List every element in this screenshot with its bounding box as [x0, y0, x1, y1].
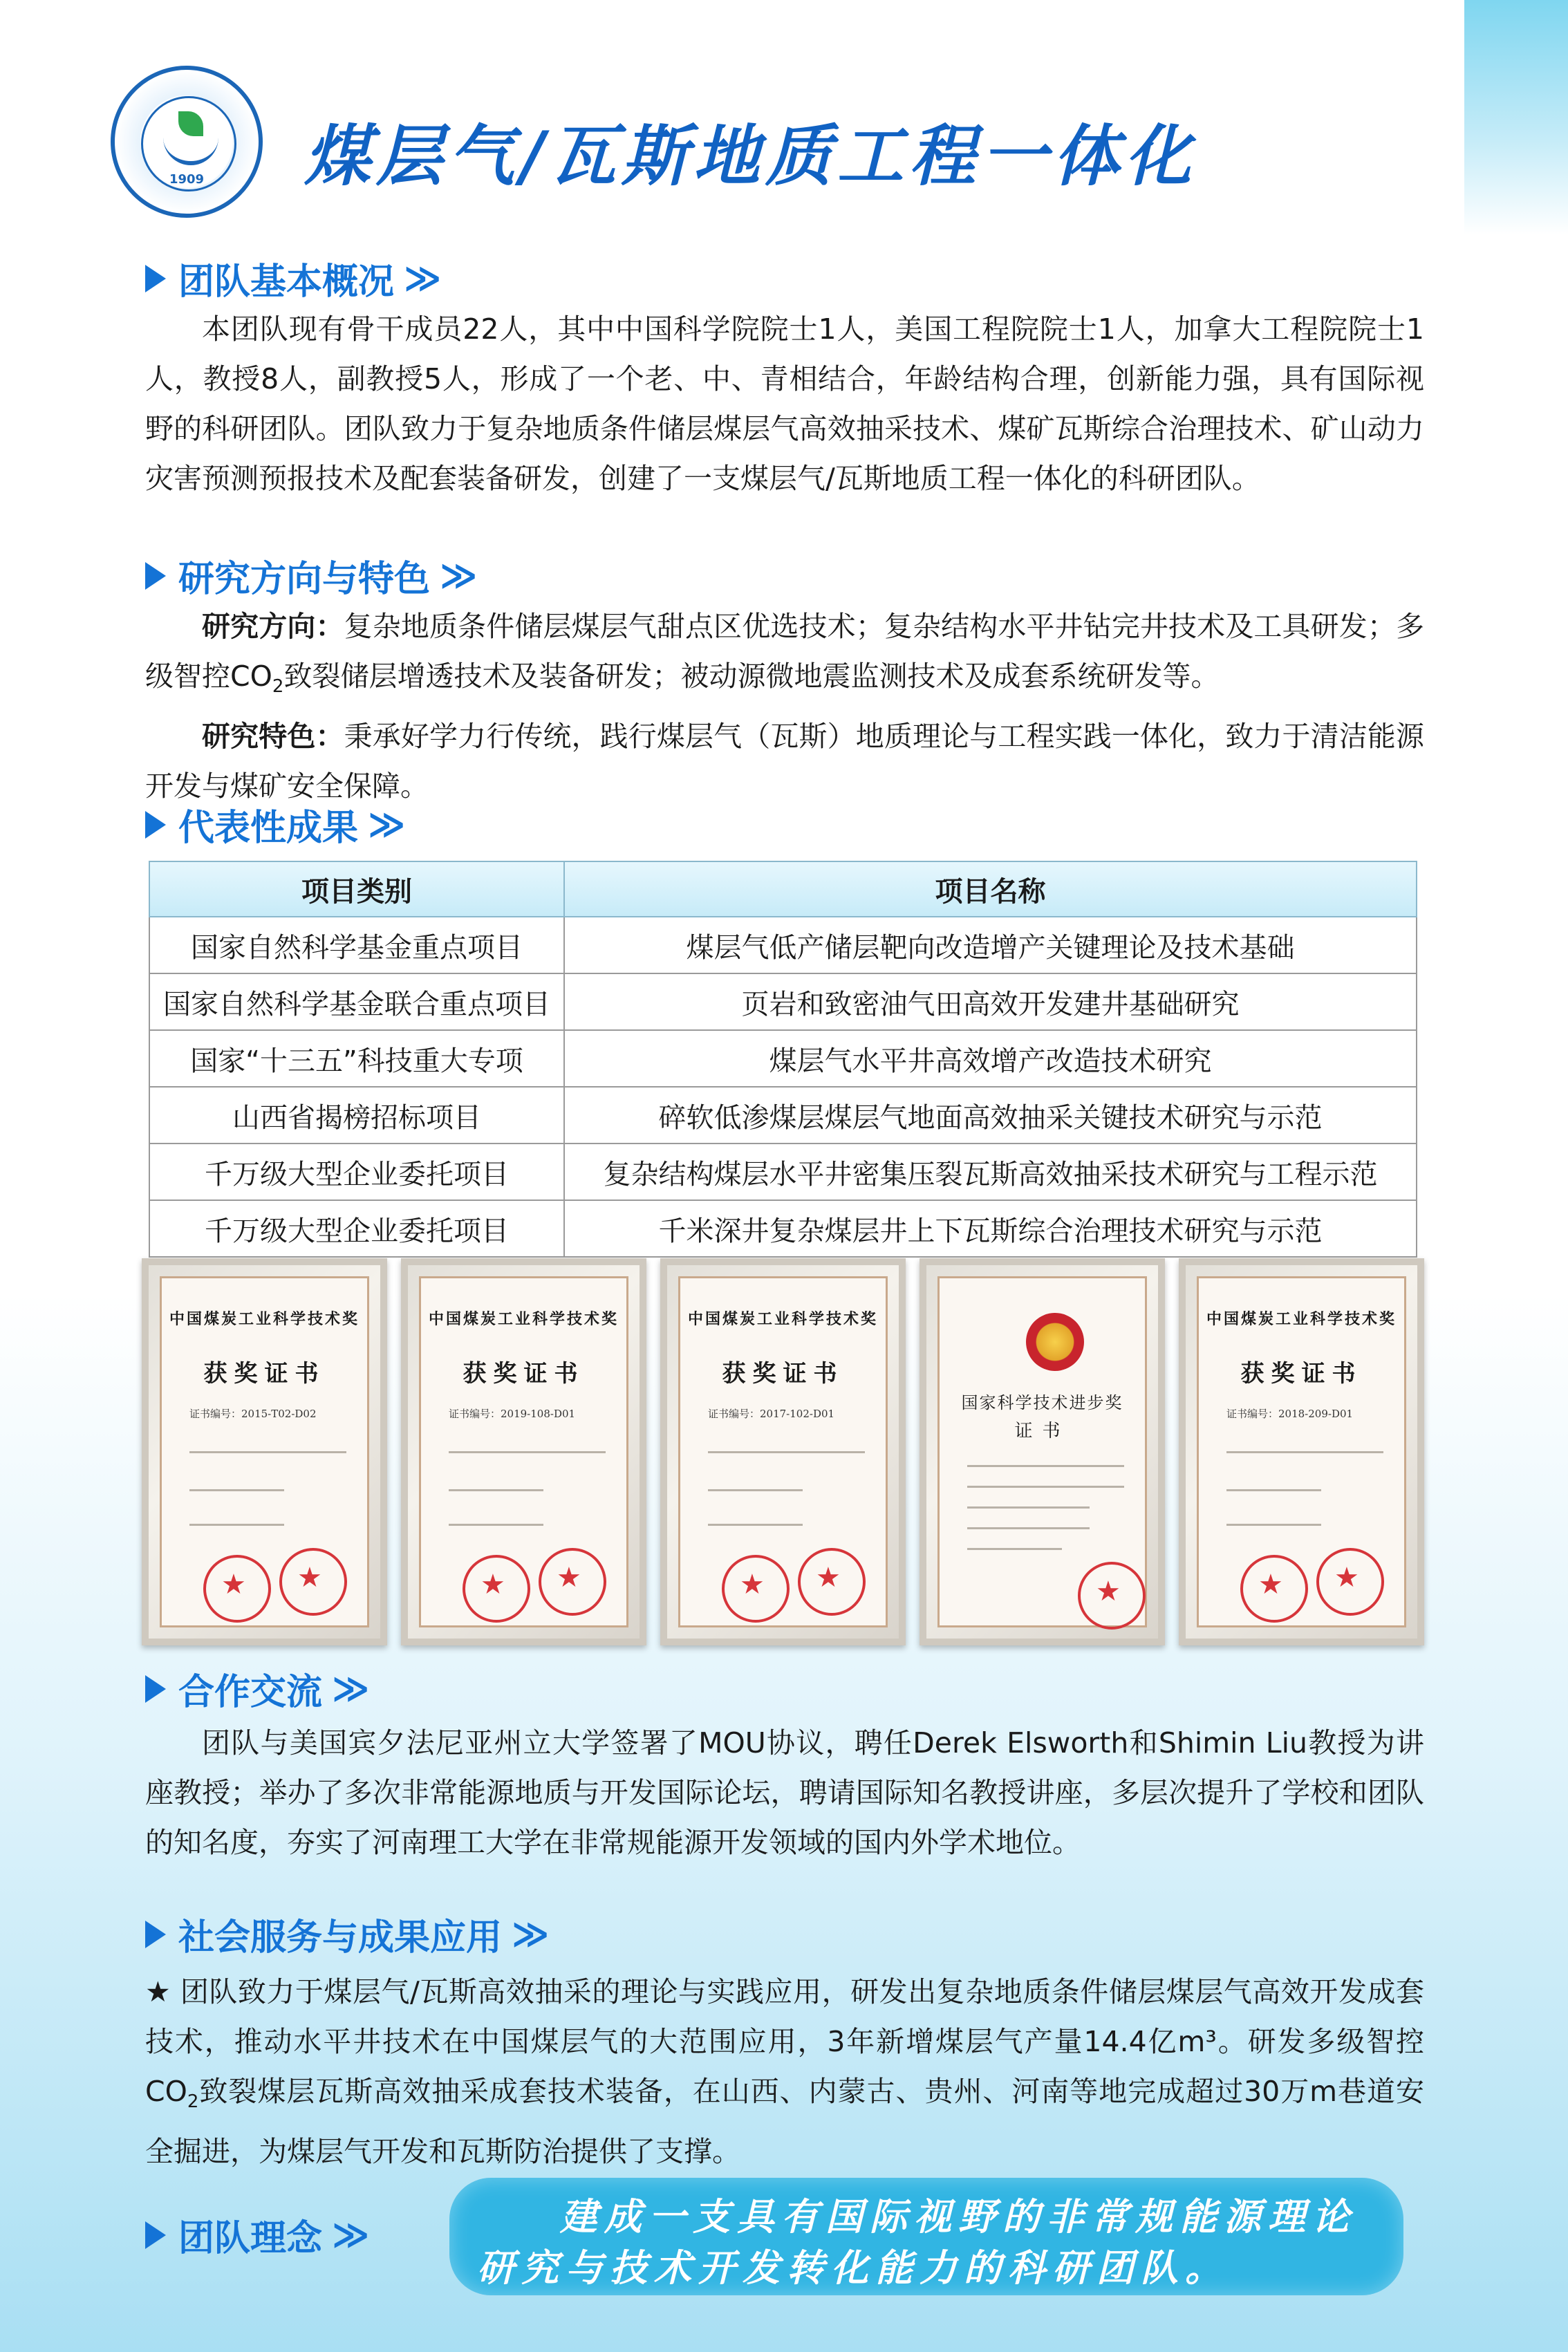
- cell-category: 国家“十三五”科技重大专项: [149, 1030, 564, 1087]
- triangle-bullet-icon: [145, 562, 166, 590]
- certificate-text-line: [967, 1527, 1090, 1529]
- section-heading-cooperation: [145, 1663, 369, 1715]
- cell-project-name: 页岩和致密油气田高效开发建井基础研究: [564, 973, 1417, 1030]
- double-chevron-icon: ≫: [440, 554, 478, 597]
- triangle-bullet-icon: [145, 265, 166, 292]
- cell-category: 山西省揭榜招标项目: [149, 1087, 564, 1144]
- section-heading-text: 研究方向与特色: [178, 559, 431, 600]
- red-seal-icon: [1240, 1555, 1308, 1623]
- cell-project-name: 煤层气水平井高效增产改造技术研究: [564, 1030, 1417, 1087]
- cell-project-name: 碎软低渗煤层煤层气地面高效抽采关键技术研究与示范: [564, 1087, 1417, 1144]
- section-heading-text: 团队基本概况: [178, 261, 395, 303]
- table-row: [149, 1030, 1417, 1087]
- certificate-text-line: [708, 1489, 803, 1491]
- double-chevron-icon: ≫: [404, 257, 442, 299]
- section-heading-text: 社会服务与成果应用: [178, 1917, 503, 1959]
- certificate-text-line: [1226, 1524, 1321, 1526]
- triangle-bullet-icon: [145, 1921, 166, 1948]
- certificate-frame: [678, 1276, 888, 1627]
- certificate-text-line: [1226, 1451, 1383, 1453]
- certificate-text-line: [708, 1524, 803, 1526]
- certificate-frame: [937, 1276, 1147, 1627]
- service-text-a: ★ 团队致力于煤层气/瓦斯高效抽采的理论与实践应用，研发出复杂地质条件储层煤层气高效开发成套技术，推动水平井技术在中国煤层气的大范围应用，3年新增煤层气产量14.4亿m³。研发多级智控CO: [145, 1975, 1424, 2108]
- research-direction-label: 研究方向：: [202, 610, 344, 643]
- cell-project-name: 煤层气低产储层靶向改造增产关键理论及技术基础: [564, 917, 1417, 973]
- research-feature: [145, 711, 1424, 811]
- section-heading-research: [145, 550, 477, 601]
- service-text: [145, 1967, 1424, 2176]
- red-seal-icon: [539, 1548, 606, 1616]
- column-header-name: 项目名称: [564, 861, 1417, 917]
- section-heading-overview: [145, 252, 441, 304]
- service-paragraph: [145, 1967, 1424, 2176]
- certificate-subtitle: 证书: [1014, 1421, 1070, 1441]
- section-heading-text: 团队理念: [178, 2218, 323, 2259]
- triangle-bullet-icon: [145, 1675, 166, 1703]
- certificate-gallery: [142, 1258, 1424, 1645]
- cell-category: 国家自然科学基金重点项目: [149, 917, 564, 973]
- research-direction-text-a: 复杂地质条件储层煤层气甜点区优选技术；复杂结构水平井钻完井技术及工具研发；多级智控CO: [145, 610, 1425, 693]
- certificate-frame: [1197, 1276, 1406, 1627]
- cooperation-text: 团队与美国宾夕法尼亚州立大学签署了MOU协议，聘任Derek Elsworth和Shimin Liu教授为讲座教授；举办了多次非常能源地质与开发国际论坛，聘请国际知名教授讲座，多层次提升了学校和团队的知名度，夯实了河南理工大学在非常规能源开发领域的国内外学术地位。: [145, 1726, 1424, 1859]
- section-heading-text: 合作交流: [178, 1672, 323, 1713]
- page-title: 煤层气/瓦斯地质工程一体化: [304, 117, 1197, 195]
- section-heading-philosophy: [145, 2209, 369, 2261]
- cell-project-name: 千米深井复杂煤层井上下瓦斯综合治理技术研究与示范: [564, 1200, 1417, 1257]
- double-chevron-icon: ≫: [512, 1913, 550, 1955]
- cooperation-paragraph: [145, 1718, 1424, 1867]
- research-direction-text-b: 致裂储层增透技术及装备研发；被动源微地震监测技术及成套系统研发等。: [283, 660, 1220, 693]
- certificate-text-line: [967, 1506, 1090, 1509]
- certificate-title: 国家科学技术进步奖: [961, 1393, 1123, 1412]
- cell-category: 千万级大型企业委托项目: [149, 1144, 564, 1200]
- red-seal-icon: [798, 1548, 866, 1616]
- table-header-row: [149, 861, 1417, 917]
- overview-paragraph: [145, 304, 1424, 503]
- red-seal-icon: [1316, 1548, 1384, 1616]
- double-chevron-icon: ≫: [332, 2214, 370, 2256]
- philosophy-banner: [449, 2178, 1403, 2295]
- certificate-number: 证书编号：2019-108-D01: [449, 1408, 576, 1420]
- certificate-text-line: [1226, 1489, 1321, 1491]
- philosophy-line-1: 建成一支具有国际视野的非常规能源理论: [560, 2194, 1356, 2239]
- cell-category: 国家自然科学基金联合重点项目: [149, 973, 564, 1030]
- certificate-image: [401, 1258, 646, 1645]
- red-seal-icon: [203, 1555, 271, 1623]
- certificate-header: 中国煤炭工业科学技术奖: [169, 1310, 360, 1328]
- research-direction: [145, 601, 1424, 711]
- table-row: [149, 1087, 1417, 1144]
- certificate-frame: [419, 1276, 628, 1627]
- certificate-number: 证书编号：2017-102-D01: [708, 1408, 835, 1420]
- certificate-title: 获奖证书: [1240, 1360, 1363, 1388]
- certificate-title: 获奖证书: [722, 1360, 844, 1388]
- research-feature-label: 研究特色：: [202, 720, 344, 754]
- certificate-title: 获奖证书: [463, 1360, 585, 1388]
- certificate-image: [1179, 1258, 1424, 1645]
- research-paragraph: [145, 601, 1424, 811]
- certificate-number: 证书编号：2015-T02-D02: [189, 1408, 317, 1420]
- table-row: [149, 1200, 1417, 1257]
- certificate-text-line: [449, 1489, 543, 1491]
- double-chevron-icon: ≫: [368, 803, 406, 846]
- co2-subscript: 2: [187, 2091, 199, 2113]
- certificate-image: [920, 1258, 1165, 1645]
- certificate-title: 获奖证书: [203, 1360, 326, 1388]
- certificate-text-line: [967, 1486, 1124, 1488]
- table-row: [149, 973, 1417, 1030]
- corner-decoration: [1464, 0, 1568, 235]
- red-seal-icon: [463, 1555, 530, 1623]
- certificate-number: 证书编号：2018-209-D01: [1226, 1408, 1354, 1420]
- table-row: [149, 917, 1417, 973]
- certificate-header: 中国煤炭工业科学技术奖: [1206, 1310, 1397, 1328]
- certificate-text-line: [449, 1451, 606, 1453]
- red-seal-icon: [722, 1555, 790, 1623]
- national-emblem-icon: [1026, 1313, 1084, 1371]
- triangle-bullet-icon: [145, 811, 166, 839]
- research-feature-text: 秉承好学力行传统，践行煤层气（瓦斯）地质理论与工程实践一体化，致力于清洁能源开发与煤矿安全保障。: [145, 720, 1425, 803]
- certificate-text-line: [708, 1451, 865, 1453]
- results-table: [149, 861, 1417, 1258]
- section-heading-results: [145, 799, 405, 850]
- overview-text: 本团队现有骨干成员22人，其中中国科学院院士1人，美国工程院院士1人，加拿大工程院院士1人，教授8人，副教授5人，形成了一个老、中、青相结合，年龄结构合理，创新能力强，具有国际视野的科研团队。团队致力于复杂地质条件储层煤层气高效抽采技术、煤矿瓦斯综合治理技术、矿山动力灾害预测预报技术及配套装备研发，创建了一支煤层气/瓦斯地质工程一体化的科研团队。: [145, 312, 1424, 495]
- university-logo: [111, 66, 263, 218]
- cell-category: 千万级大型企业委托项目: [149, 1200, 564, 1257]
- certificate-text-line: [189, 1451, 346, 1453]
- section-heading-text: 代表性成果: [178, 808, 359, 849]
- section-heading-service: [145, 1908, 549, 1960]
- certificate-text-line: [967, 1548, 1062, 1550]
- certificate-frame: [160, 1276, 369, 1627]
- certificate-text-line: [189, 1489, 284, 1491]
- service-text-b: 致裂煤层瓦斯高效抽采成套技术装备，在山西、内蒙古、贵州、河南等地完成超过30万m巷道安全掘进，为煤层气开发和瓦斯防治提供了支撑。: [145, 2075, 1424, 2169]
- co2-subscript: 2: [272, 676, 284, 698]
- certificate-image: [142, 1258, 387, 1645]
- philosophy-line-2: 研究与技术开发转化能力的科研团队。: [477, 2246, 1229, 2290]
- table-row: [149, 1144, 1417, 1200]
- certificate-text-line: [189, 1524, 284, 1526]
- certificate-text-line: [967, 1465, 1124, 1467]
- cell-project-name: 复杂结构煤层水平井密集压裂瓦斯高效抽采技术研究与工程示范: [564, 1144, 1417, 1200]
- column-header-category: 项目类别: [149, 861, 564, 917]
- triangle-bullet-icon: [145, 2221, 166, 2249]
- logo-year: 1909: [169, 172, 205, 187]
- certificate-header: 中国煤炭工业科学技术奖: [687, 1310, 878, 1328]
- red-seal-icon: [279, 1548, 347, 1616]
- double-chevron-icon: ≫: [332, 1668, 370, 1710]
- certificate-header: 中国煤炭工业科学技术奖: [428, 1310, 619, 1328]
- certificate-text-line: [449, 1524, 543, 1526]
- certificate-image: [660, 1258, 906, 1645]
- red-seal-icon: [1078, 1562, 1146, 1630]
